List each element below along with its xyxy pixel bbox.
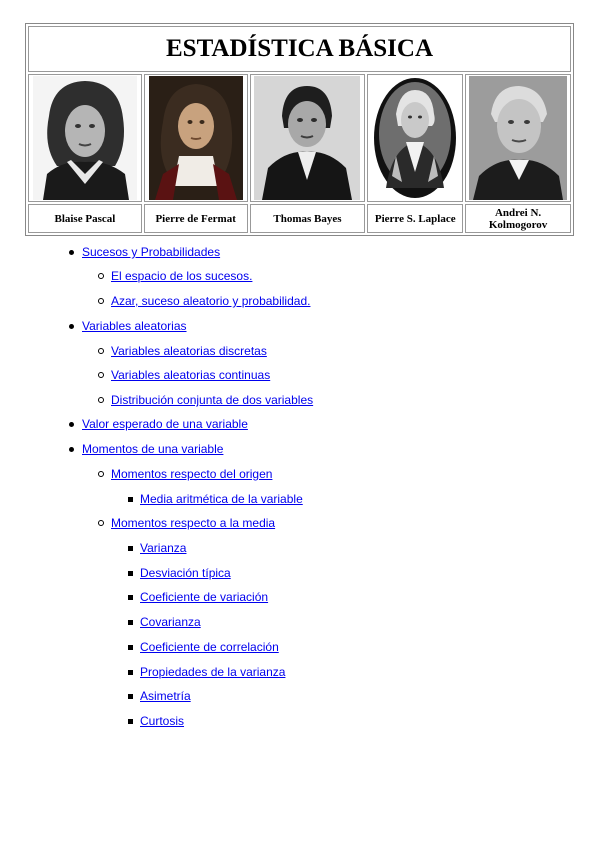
bullet-icon (69, 447, 74, 452)
toc-item (128, 713, 184, 729)
square-bullet-icon (128, 620, 133, 625)
toc-link[interactable]: Coeficiente de variación (140, 590, 269, 604)
toc-link[interactable]: Variables aleatorias continuas (111, 368, 271, 382)
toc-item (69, 416, 248, 432)
toc-link[interactable]: Distribución conjunta de dos variables (111, 393, 314, 407)
person-name: Andrei N. Kolmogorov (465, 204, 571, 233)
toc-link[interactable]: Varianza (140, 541, 187, 555)
portrait-blaise-pascal (33, 76, 137, 200)
toc-link[interactable]: Momentos respecto del origen (111, 467, 273, 481)
toc-item (98, 466, 272, 482)
square-bullet-icon (128, 719, 133, 724)
square-bullet-icon (128, 694, 133, 699)
bullet-icon (69, 250, 74, 255)
portrait-cell-bayes (250, 74, 366, 202)
toc-link[interactable]: Asimetría (140, 689, 191, 703)
portrait-pierre-s-laplace (372, 76, 458, 200)
toc-item (69, 244, 220, 260)
toc-item (128, 614, 201, 630)
square-bullet-icon (128, 571, 133, 576)
toc-item (128, 565, 231, 581)
portrait-andrei-n-kolmogorov (469, 76, 567, 200)
toc-item (128, 664, 285, 680)
toc-link[interactable]: Momentos de una variable (82, 442, 224, 456)
toc-link[interactable]: Covarianza (140, 615, 201, 629)
toc-item (69, 318, 187, 334)
toc-link[interactable]: Sucesos y Probabilidades (82, 245, 221, 259)
square-bullet-icon (128, 595, 133, 600)
square-bullet-icon (128, 645, 133, 650)
toc-link[interactable]: Momentos respecto a la media (111, 516, 276, 530)
circle-bullet-icon (98, 273, 104, 279)
toc-item (128, 639, 279, 655)
toc-item (98, 515, 275, 531)
bullet-icon (69, 422, 74, 427)
toc-link[interactable]: Coeficiente de correlación (140, 640, 279, 654)
person-name: Pierre S. Laplace (367, 204, 463, 233)
square-bullet-icon (128, 670, 133, 675)
circle-bullet-icon (98, 520, 104, 526)
toc-item (98, 293, 310, 309)
portrait-cell-fermat (144, 74, 248, 202)
toc-item (69, 441, 223, 457)
person-name: Blaise Pascal (28, 204, 142, 233)
toc-item (98, 268, 252, 284)
toc-link[interactable]: Variables aleatorias discretas (111, 344, 267, 358)
portrait-cell-pascal (28, 74, 142, 202)
toc-item (98, 367, 270, 383)
bullet-icon (69, 324, 74, 329)
toc-link[interactable]: Valor esperado de una variable (82, 417, 248, 431)
circle-bullet-icon (98, 397, 104, 403)
toc-link[interactable]: Media aritmética de la variable (140, 492, 303, 506)
toc-link[interactable]: Desviación típica (140, 566, 231, 580)
portrait-cell-laplace (367, 74, 463, 202)
toc-link[interactable]: Azar, suceso aleatorio y probabilidad. (111, 294, 311, 308)
header-table (25, 23, 574, 236)
circle-bullet-icon (98, 471, 104, 477)
portrait-thomas-bayes (254, 76, 360, 200)
person-name: Pierre de Fermat (144, 204, 248, 233)
page-title: ESTADÍSTICA BÁSICA (28, 26, 571, 72)
square-bullet-icon (128, 546, 133, 551)
toc-item (128, 688, 191, 704)
toc-link[interactable]: Propiedades de la varianza (140, 665, 286, 679)
square-bullet-icon (128, 497, 133, 502)
circle-bullet-icon (98, 298, 104, 304)
toc-item (128, 589, 268, 605)
toc-link[interactable]: El espacio de los sucesos. (111, 269, 253, 283)
circle-bullet-icon (98, 372, 104, 378)
toc-item (128, 540, 186, 556)
person-name: Thomas Bayes (250, 204, 366, 233)
portrait-cell-kolmogorov (465, 74, 571, 202)
toc-link[interactable]: Curtosis (140, 714, 185, 728)
circle-bullet-icon (98, 348, 104, 354)
toc-item (98, 392, 313, 408)
toc-link[interactable]: Variables aleatorias (82, 319, 187, 333)
portrait-pierre-de-fermat (149, 76, 243, 200)
toc-item (98, 343, 267, 359)
toc-item (128, 491, 303, 507)
